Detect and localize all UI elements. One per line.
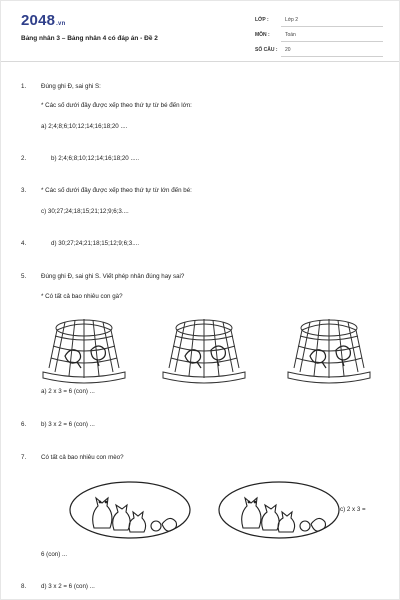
question-text: Có tất cả bao nhiêu con mèo? xyxy=(41,454,124,461)
site-logo[interactable]: 2048.vn xyxy=(21,12,66,29)
answer-option: a) 2;4;8;6;10;12;14;16;18;20 .... xyxy=(41,123,128,130)
meta-value: 20 xyxy=(285,47,291,53)
answer-continuation: 6 (con) ... xyxy=(41,551,68,558)
question-number: 7. xyxy=(21,454,27,461)
meta-label: LỚP : xyxy=(255,17,269,23)
question-text: b) 2;4;6;8;10;12;14;16;18;20 ..... xyxy=(51,155,140,162)
page-header xyxy=(1,1,399,62)
meta-value: Lớp 2 xyxy=(285,17,299,23)
meta-label: SỐ CÂU : xyxy=(255,47,278,53)
question-number: 6. xyxy=(21,421,27,428)
question-text: Đúng ghi Đ, sai ghi S. Viết phép nhân đúng hay sai? xyxy=(41,273,185,280)
question-number: 8. xyxy=(21,583,27,590)
cats-group-image xyxy=(66,478,194,542)
question-text: Đúng ghi Đ, sai ghi S: xyxy=(41,83,101,90)
meta-row-subject xyxy=(255,30,383,45)
question-number: 2. xyxy=(21,155,27,162)
meta-value: Toán xyxy=(285,32,296,38)
question-number: 5. xyxy=(21,273,27,280)
meta-underline xyxy=(281,41,383,42)
worksheet-title: Bảng nhân 3 – Bảng nhân 4 có đáp án - Đề 2 xyxy=(21,35,158,42)
meta-row-count xyxy=(255,45,383,60)
chicken-cage-image xyxy=(155,306,253,388)
meta-underline xyxy=(281,26,383,27)
cats-group-image xyxy=(215,478,343,542)
answer-option: c) 2 x 3 = xyxy=(340,506,366,513)
question-number: 4. xyxy=(21,240,27,247)
worksheet-meta xyxy=(255,15,383,60)
question-text: d) 30;27;24;21;18;15;12;9;6;3.... xyxy=(51,240,140,247)
chicken-cage-image xyxy=(280,306,378,388)
question-number: 1. xyxy=(21,83,27,90)
answer-option: c) 30;27;24;18;15;21;12;9;6;3.... xyxy=(41,208,129,215)
meta-underline xyxy=(281,56,383,57)
chicken-cage-image xyxy=(35,306,133,388)
question-number: 3. xyxy=(21,187,27,194)
question-text: * Các số dưới đây được xếp theo thứ tự từ lớn đến bé: xyxy=(41,187,192,194)
meta-row-class xyxy=(255,15,383,30)
question-subtext: * Các số dưới đây được xếp theo thứ tự từ bé đến lớn: xyxy=(41,102,192,109)
question-subtext: * Có tất cả bao nhiêu con gà? xyxy=(41,293,123,300)
answer-option: a) 2 x 3 = 6 (con) ... xyxy=(41,388,95,395)
question-text: b) 3 x 2 = 6 (con) ... xyxy=(41,421,95,428)
meta-label: MÔN : xyxy=(255,32,270,38)
question-text: d) 3 x 2 = 6 (con) ... xyxy=(41,583,95,590)
